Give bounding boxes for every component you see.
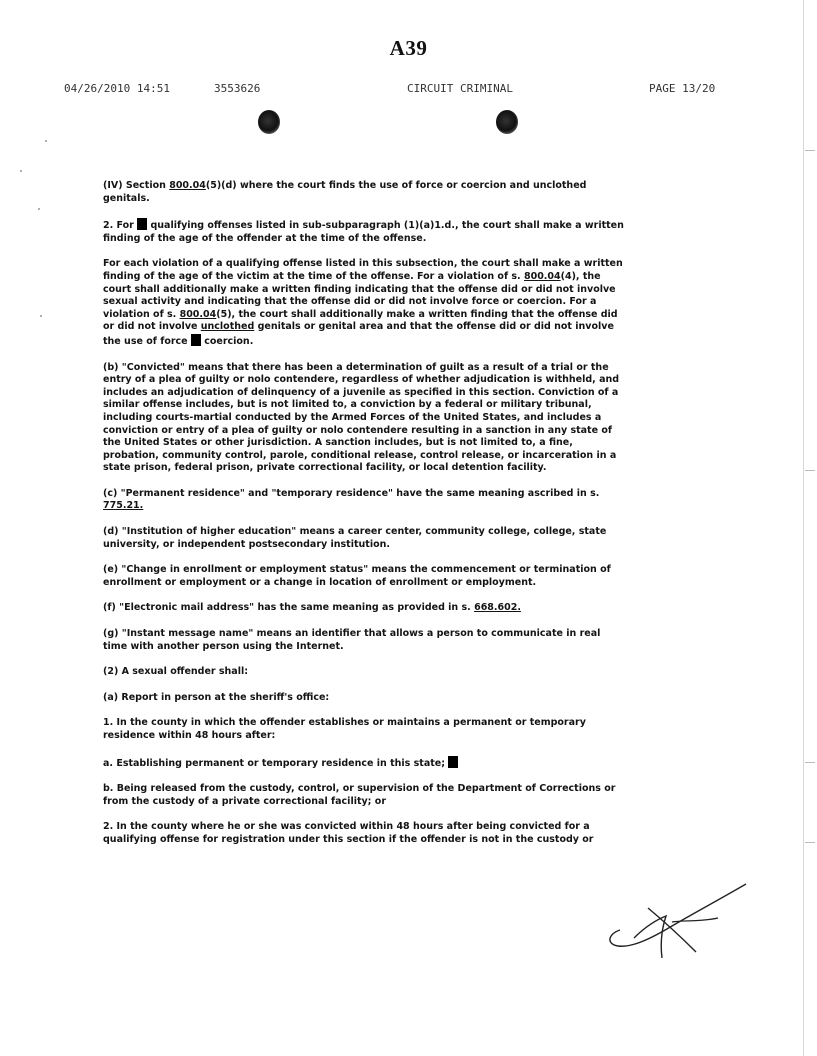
statute-paragraph-d: [103, 526, 626, 551]
margin-tick: [805, 762, 815, 763]
statute-paragraph-1b: [103, 783, 626, 808]
punch-hole-left: [258, 110, 280, 134]
scan-speck: [45, 140, 47, 142]
statute-reference-link: 668.602.: [474, 602, 521, 614]
paragraph-text: (b) "Convicted" means that there has been a determination of guilt as a result of a trial or the entry of a plea of guilty or nolo contendere, regardless of whether adjudication is withheld, and includes an adjudication of delinquency of a juvenile as specified in this section. Conviction of a similar offense includes, but is not limited to, a conviction by a federal or military tribunal, including courts-martial conducted by the Armed Forces of the United States, and includes a conviction or entry of a plea of guilty or nolo contendere resulting in a sanction in any state of the United States or other jurisdiction. A sanction includes, but is not limited to, a fine, probation, community control, parole, conditional release, control release, or incarceration in a state prison, federal prison, private correctional facility, or local detention facility.: [103, 361, 620, 474]
paragraph-text: (e) "Change in enrollment or employment status" means the commencement or termination of enrollment or employment or a change in location of enrollment or employment.: [103, 564, 611, 588]
paragraph-text: (4), the court shall additionally make a written finding indicating that the offense did or did not involve sexual activity and indicating that the offense did or did not involve force or coercion. For a violation of s.: [103, 270, 616, 320]
paragraph-text: qualifying offenses listed in sub-subparagraph (1)(a)1.d., the court shall make a written finding of the age of the offender at the time of the offense.: [103, 220, 624, 244]
scan-speck: [40, 315, 42, 317]
document-body: [103, 180, 626, 860]
paragraph-text: 1. In the county in which the offender establishes or maintains a permanent or temporary residence within 48 hours after:: [103, 717, 586, 741]
paragraph-text: (5), the court shall additionally make a written finding that the offense did or did not involve: [103, 308, 618, 333]
paragraph-text: (a) Report in person at the sheriff's office:: [103, 691, 330, 703]
redaction-block: [137, 218, 147, 230]
paragraph-text: genitals or genital area and that the offense did or did not involve the use of force: [103, 321, 614, 347]
paragraph-text: (g) "Instant message name" means an identifier that allows a person to communicate in real time with another person using the Internet.: [103, 628, 601, 652]
paragraph-text: For each violation of a qualifying offense listed in this subsection, the court shall make a written finding of the age of the victim at the time of the offense. For a violation of s.: [103, 258, 623, 282]
paragraph-text: (d) "Institution of higher education" means a career center, community college, college, state university, or independent postsecondary institution.: [103, 526, 607, 550]
statute-reference-link: 800.04: [179, 308, 217, 320]
handwritten-signature: [600, 868, 750, 978]
statute-paragraph-2shall: [103, 666, 626, 679]
paragraph-text: (5)(d) where the court finds the use of force or coercion and unclothed genitals.: [103, 180, 587, 204]
punch-hole-right: [496, 110, 518, 134]
statute-reference-link: 800.04: [169, 180, 206, 191]
right-margin-line: [803, 0, 804, 1056]
paragraph-text: (2) A sexual offender shall:: [103, 666, 249, 678]
statute-paragraph-2: [103, 218, 626, 245]
fax-number: 3553626: [214, 82, 261, 95]
margin-tick: [805, 470, 815, 471]
fax-header: [64, 82, 734, 98]
statute-reference-link: 800.04: [523, 270, 561, 282]
margin-tick: [805, 150, 815, 151]
paragraph-text: (c) "Permanent residence" and "temporary residence" have the same meaning ascribed in s.: [103, 487, 600, 499]
statute-reference-link: unclothed: [200, 321, 255, 333]
statute-reference-link: 775.21.: [103, 500, 144, 512]
page-label: A39: [389, 36, 428, 60]
scan-speck: [20, 170, 22, 172]
fax-page: PAGE 13/20: [649, 82, 716, 95]
statute-paragraph-each: [103, 258, 626, 348]
paragraph-text: coercion.: [200, 335, 254, 347]
statute-paragraph-e: [103, 564, 626, 589]
paragraph-text: b. Being released from the custody, control, or supervision of the Department of Corrections or from the custody of a private correctional facility; or: [103, 783, 616, 807]
statute-paragraph-f: [103, 602, 626, 615]
paragraph-text: (f) "Electronic mail address" has the same meaning as provided in s.: [103, 602, 475, 614]
statute-paragraph-c: [103, 488, 626, 513]
statute-paragraph-b: [103, 362, 626, 475]
paragraph-text: a. Establishing permanent or temporary residence in this state;: [103, 757, 449, 769]
redaction-block: [191, 334, 201, 346]
statute-paragraph-iv: [103, 180, 626, 205]
scan-speck: [38, 208, 40, 210]
paragraph-text: (IV) Section: [103, 180, 170, 191]
statute-paragraph-1: [103, 717, 626, 742]
statute-paragraph-g: [103, 628, 626, 653]
fax-title: CIRCUIT CRIMINAL: [407, 82, 513, 95]
fax-datetime: 04/26/2010 14:51: [64, 82, 170, 95]
margin-tick: [805, 842, 815, 843]
paragraph-text: 2. In the county where he or she was convicted within 48 hours after being convicted for a qualifying offense for registration under this section if the offender is not in the custody or: [103, 821, 594, 845]
statute-paragraph-2county: [103, 821, 626, 846]
redaction-block: [448, 756, 458, 768]
statute-paragraph-a: [103, 692, 626, 705]
statute-paragraph-1a: [103, 756, 626, 771]
paragraph-text: 2. For: [103, 220, 138, 232]
